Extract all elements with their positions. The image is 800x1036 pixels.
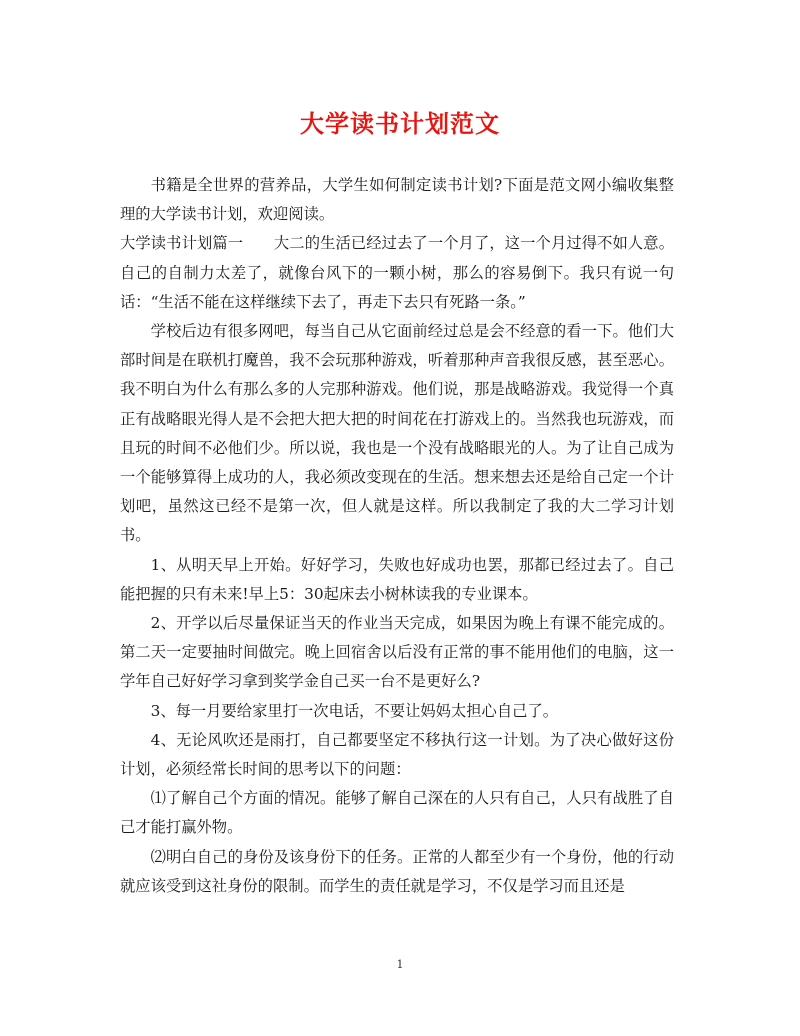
paragraph-item-4: 4、无论风吹还是雨打，自己都要坚定不移执行这一计划。为了决心做好这份计划，必须经常长时间的思考以下的问题： bbox=[120, 730, 674, 779]
paragraph-plan-one: 大学读书计划篇一 大二的生活已经过去了一个月了，这一个月过得不如人意。自己的自制力太差了，就像台风下的一颗小树，那么的容易倒下。我只有说一句话：“生活不能在这样继续下去了，再走下去只有死路一条。” bbox=[120, 234, 674, 311]
paragraph-intro: 书籍是全世界的营养品，大学生如何制定读书计划?下面是范文网小编收集整理的大学读书计划，欢迎阅读。 bbox=[120, 176, 674, 224]
page-number: 1 bbox=[396, 958, 404, 971]
paragraph-item-3: 3、每一月要给家里打一次电话，不要让妈妈太担心自己了。 bbox=[150, 701, 559, 720]
paragraph-internet-cafe: 学校后边有很多网吧，每当自己从它面前经过总是会不经意的看一下。他们大部时间是在联机打魔兽，我不会玩那种游戏，听着那种声音我很反感，甚至恶心。我不明白为什么有那么多的人完那种游戏。他们说，那是战略游戏。我觉得一个真正有战略眼光得人是不会把大把大把的时间花在打游戏上的。当然我也玩游戏，而且玩的时间不必他们少。所以说，我也是一个没有战略眼光的人。为了让自己成为一个能够算得上成功的人，我必须改变现在的生活。想来想去还是给自己定一个计划吧，虽然这已经不是第一次，但人就是这样。所以我制定了我的大二学习计划书。 bbox=[120, 322, 674, 545]
paragraph-item-1: 1、从明天早上开始。好好学习，失败也好成功也罢，那都已经过去了。自己能把握的只有未来!早上5：30起床去小树林读我的专业课本。 bbox=[120, 555, 674, 603]
document-title: 大学读书计划范文 bbox=[300, 109, 500, 138]
paragraph-item-2: 2、开学以后尽量保证当天的作业当天完成，如果因为晚上有课不能完成的。第二天一定要抽时间做完。晚上回宿舍以后没有正常的事不能用他们的电脑，这一学年自己好好学习拿到奖学金自己买一台不是更好么? bbox=[120, 614, 674, 691]
document-body bbox=[120, 171, 674, 901]
paragraph-sub-item-1: ⑴了解自己个方面的情况。能够了解自己深在的人只有自己，人只有战胜了自己才能打赢外物。 bbox=[120, 789, 674, 837]
paragraph-sub-item-2: ⑵明白自己的身份及该身份下的任务。正常的人都至少有一个身份，他的行动就应该受到这社身份的限制。而学生的责任就是学习，不仅是学习而且还是 bbox=[120, 847, 674, 895]
